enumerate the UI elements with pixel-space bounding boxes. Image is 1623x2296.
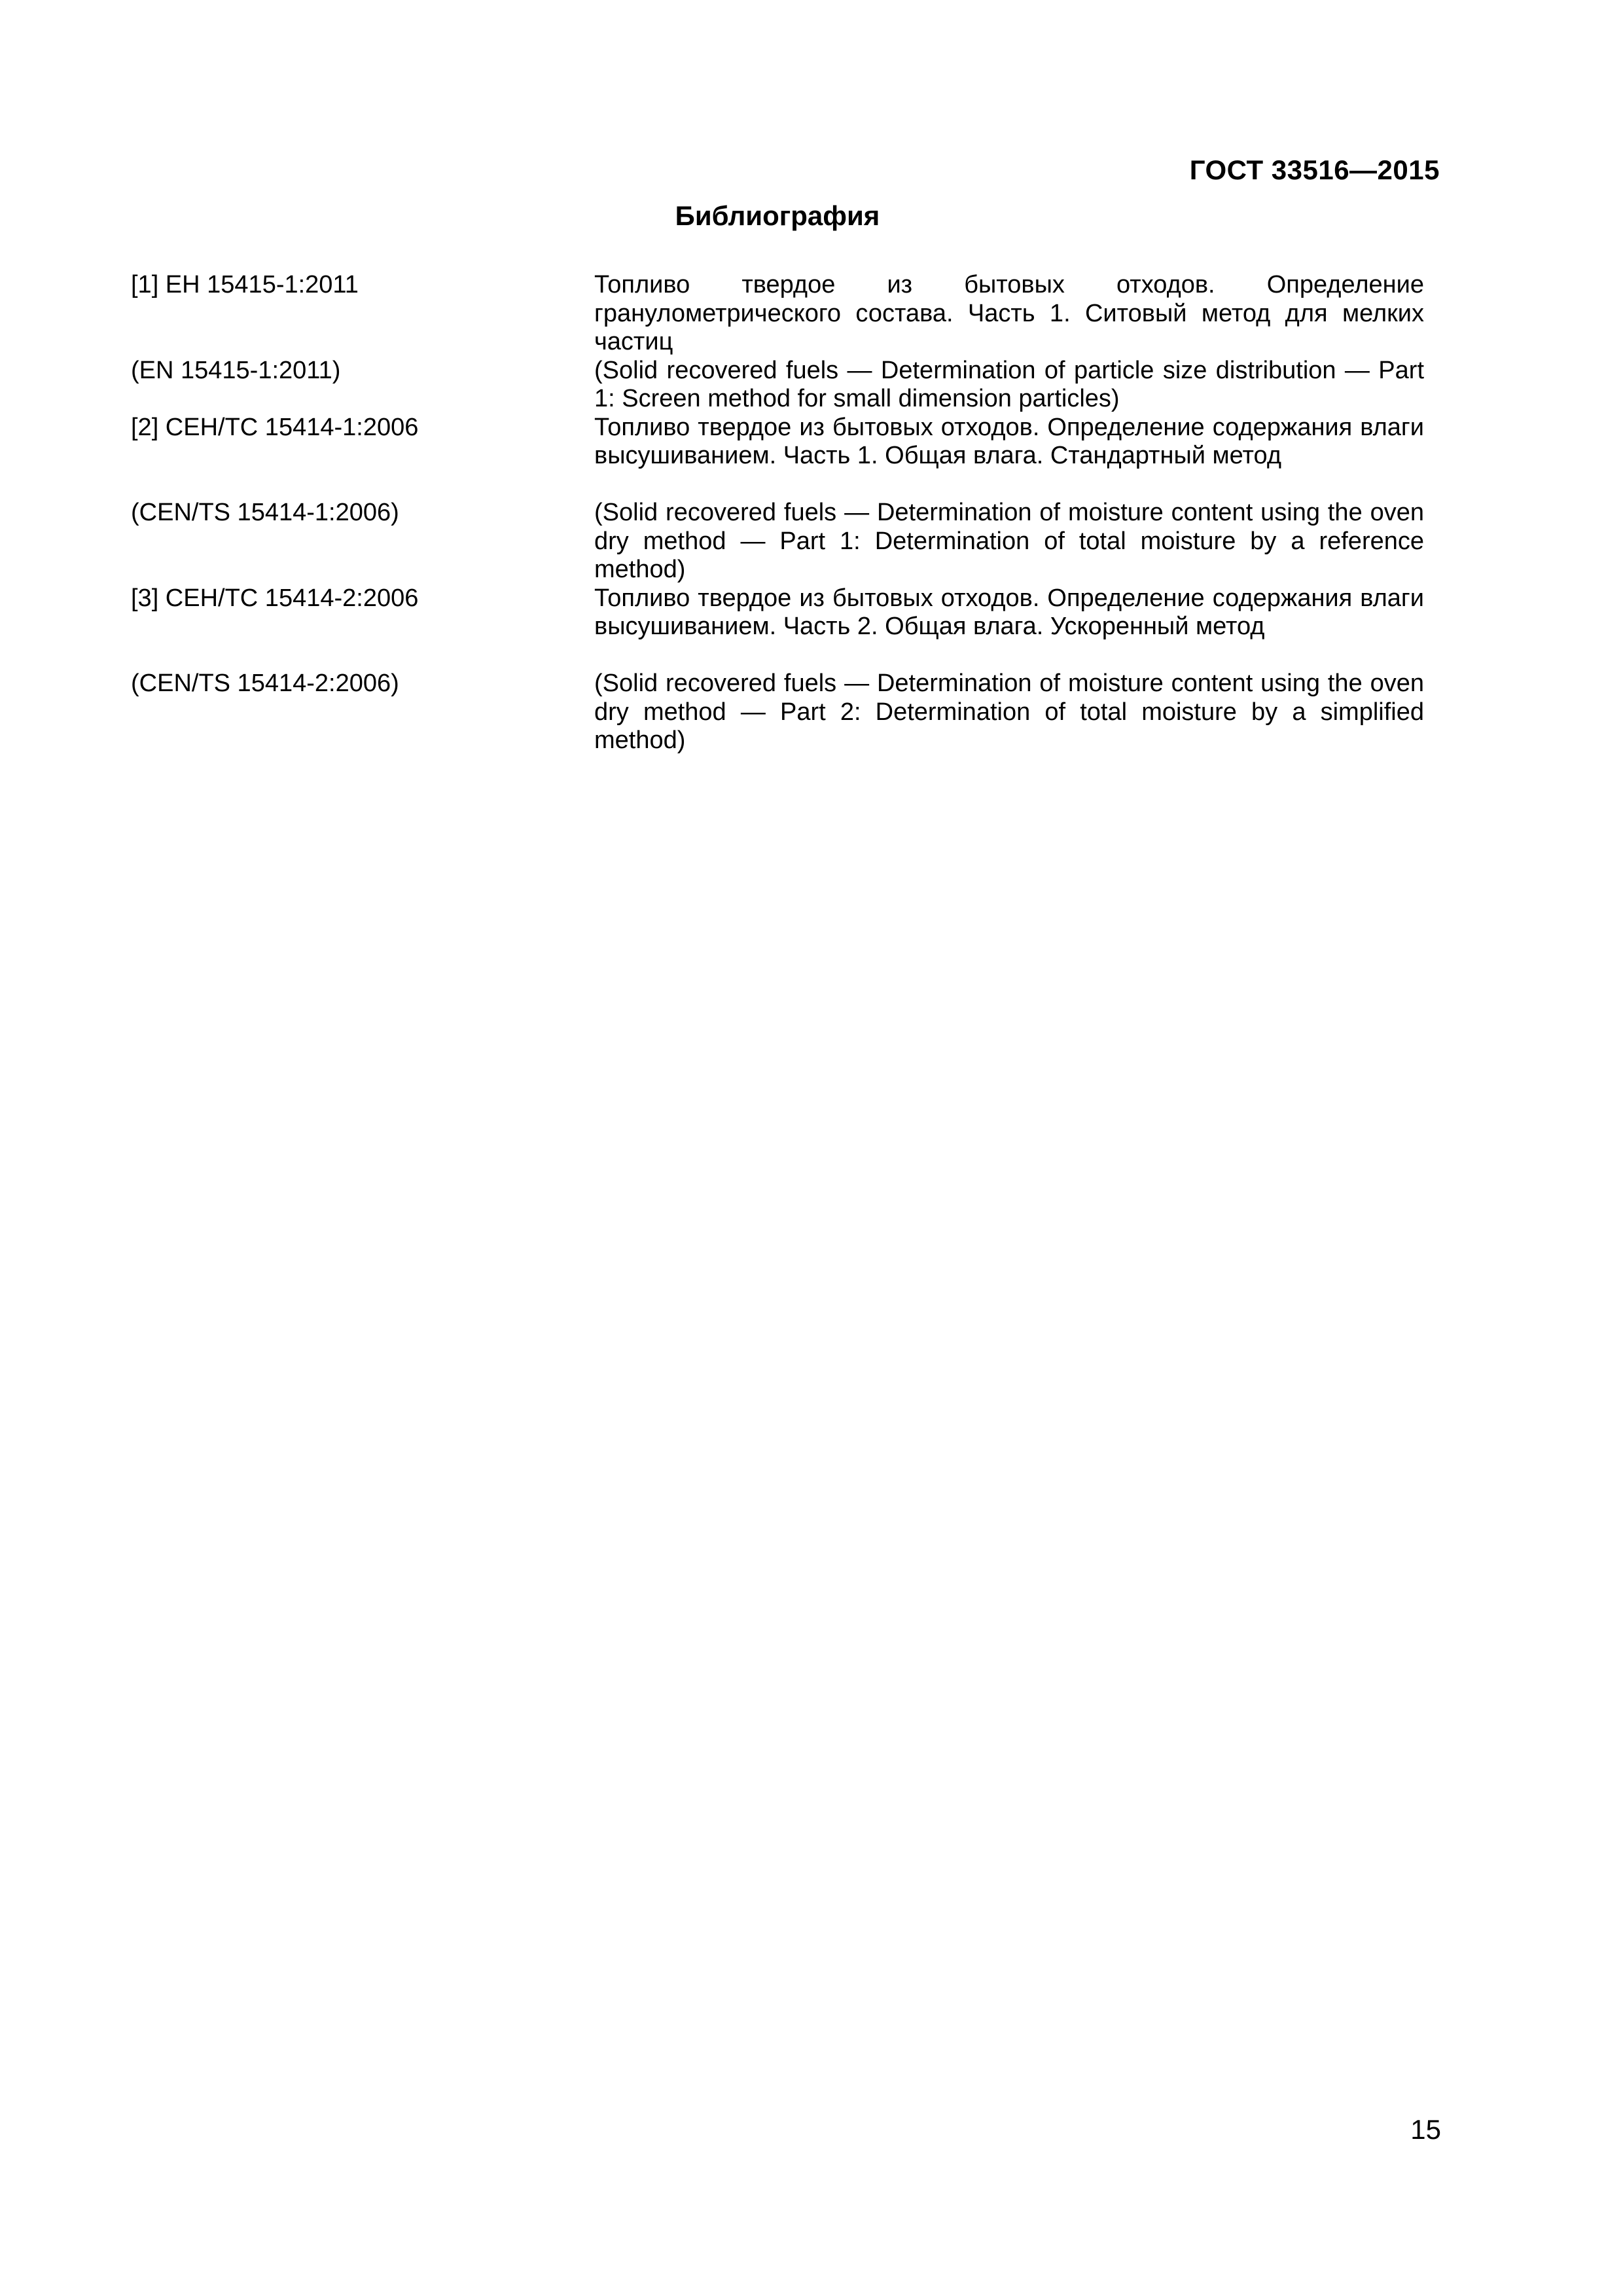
entry-reference: [2] СЕН/ТС 15414-1:2006 [131,413,419,441]
bibliography-entry [131,271,1424,357]
bibliography-entry [131,357,1424,414]
entry-reference: (EN 15415-1:2011) [131,356,341,384]
entry-reference: (CEN/TS 15414-2:2006) [131,670,399,697]
bibliography-table [131,271,1424,755]
page-number: 15 [1410,2114,1441,2145]
entry-description: Топливо твердое из бытовых отходов. Определение гранулометрического состава. Часть 1. Ситовый метод для мелких частиц [594,271,1424,355]
entry-reference: [1] ЕН 15415-1:2011 [131,271,359,298]
bibliography-entry [131,499,1424,584]
entry-reference: (CEN/TS 15414-1:2006) [131,499,399,526]
bibliography-title: Библиография [675,200,880,231]
document-code: ГОСТ 33516—2015 [1189,154,1440,185]
bibliography-entry [131,670,1424,755]
entry-reference: [3] СЕН/ТС 15414-2:2006 [131,584,419,612]
entry-description: (Solid recovered fuels — Determination of particle size distribution — Part 1: Screen method for small dimension particles) [594,356,1424,412]
entry-description: (Solid recovered fuels — Determination of moisture content using the oven dry method — Part 1: Determination of total moisture by a reference method) [594,499,1424,583]
entry-description: (Solid recovered fuels — Determination of moisture content using the oven dry method — Part 2: Determination of total moisture by a simplified method) [594,670,1424,754]
bibliography-entry [131,414,1424,499]
bibliography-entry [131,584,1424,670]
entry-description: Топливо твердое из бытовых отходов. Определение содержания влаги высушиванием. Часть 2. Общая влага. Ускоренный метод [594,584,1424,640]
entry-description: Топливо твердое из бытовых отходов. Определение содержания влаги высушиванием. Часть 1. Общая влага. Стандартный метод [594,413,1424,469]
